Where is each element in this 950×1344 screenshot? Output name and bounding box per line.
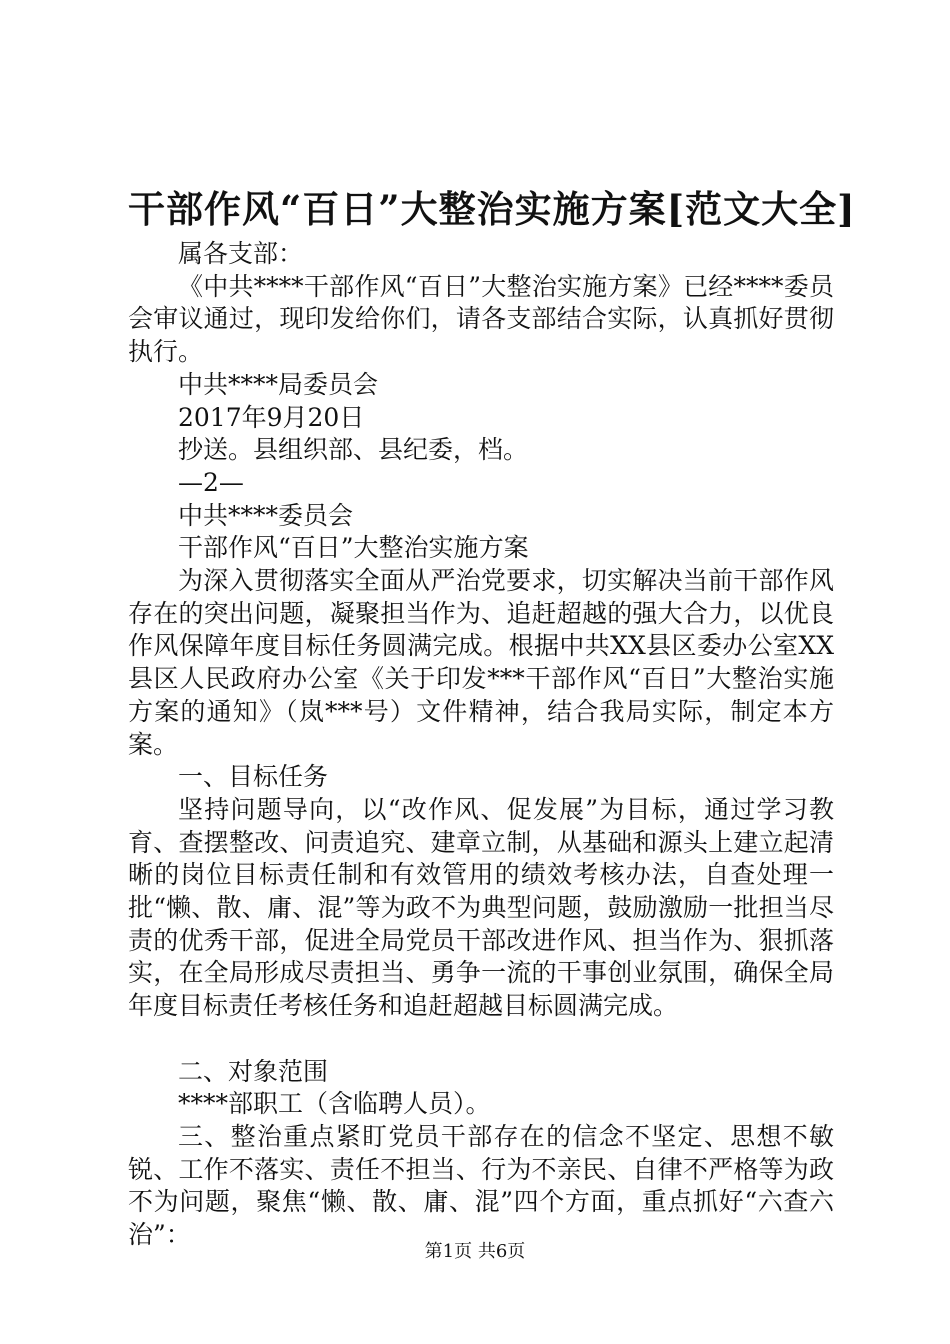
cc-line: 抄送。县组织部、县纪委，档。 — [178, 435, 529, 465]
notice-paragraph: 《中共****干部作风“百日”大整治实施方案》已经****委员会审议通过，现印发给你们，请各支部结合实际，认真抓好贯彻执行。 — [128, 271, 834, 367]
section-heading-scope: 二、对象范围 — [178, 1056, 329, 1086]
intro-paragraph: 为深入贯彻落实全面从严治党要求，切实解决当前干部作风存在的突出问题，凝聚担当作为、追赶超越的强大合力，以优良作风保障年度目标任务圆满完成。根据中共XX县区委办公室XX县区人民政府办公室《关于印发***干部作风“百日”大整治实施方案的通知》（岚***号）文件精神，结合我局实际，制定本方案。 — [128, 566, 834, 759]
inner-page-number: —2— — [178, 467, 244, 497]
issuer-line: 中共****局委员会 — [178, 369, 379, 399]
date-line: 2017年9月20日 — [178, 402, 365, 432]
committee-line: 中共****委员会 — [178, 500, 354, 530]
plan-subtitle: 干部作风“百日”大整治实施方案 — [178, 533, 529, 563]
document-title: 干部作风“百日”大整治实施方案[范文大全] — [128, 187, 856, 231]
section-heading-goals: 一、目标任务 — [178, 762, 329, 792]
goals-paragraph: 坚持问题导向，以“改作风、促发展”为目标，通过学习教育、查摆整改、问责追究、建章立制，从基础和源头上建立起清晰的岗位目标责任制和有效管用的绩效考核办法，自查处理一批“懒、散、庸、混”等为政不为典型问题，鼓励激励一批担当尽责的优秀干部，促进全局党员干部改进作风、担当作为、狠抓落实，在全局形成尽责担当、勇争一流的干事创业氛围，确保全局年度目标责任考核任务和追赶超越目标圆满完成。 — [128, 794, 834, 1021]
focus-paragraph: 三、整治重点紧盯党员干部存在的信念不坚定、思想不敏锐、工作不落实、责任不担当、行为不亲民、自律不严格等为政不为问题，聚焦“懒、散、庸、混”四个方面，重点抓好“六查六治”： — [128, 1121, 834, 1250]
scope-paragraph: ****部职工（含临聘人员）。 — [178, 1089, 491, 1119]
salutation: 属各支部： — [178, 239, 304, 268]
paragraph-gap — [128, 1023, 834, 1056]
page-footer: 第1页 共6页 — [424, 1241, 526, 1262]
document-body — [128, 238, 834, 1252]
